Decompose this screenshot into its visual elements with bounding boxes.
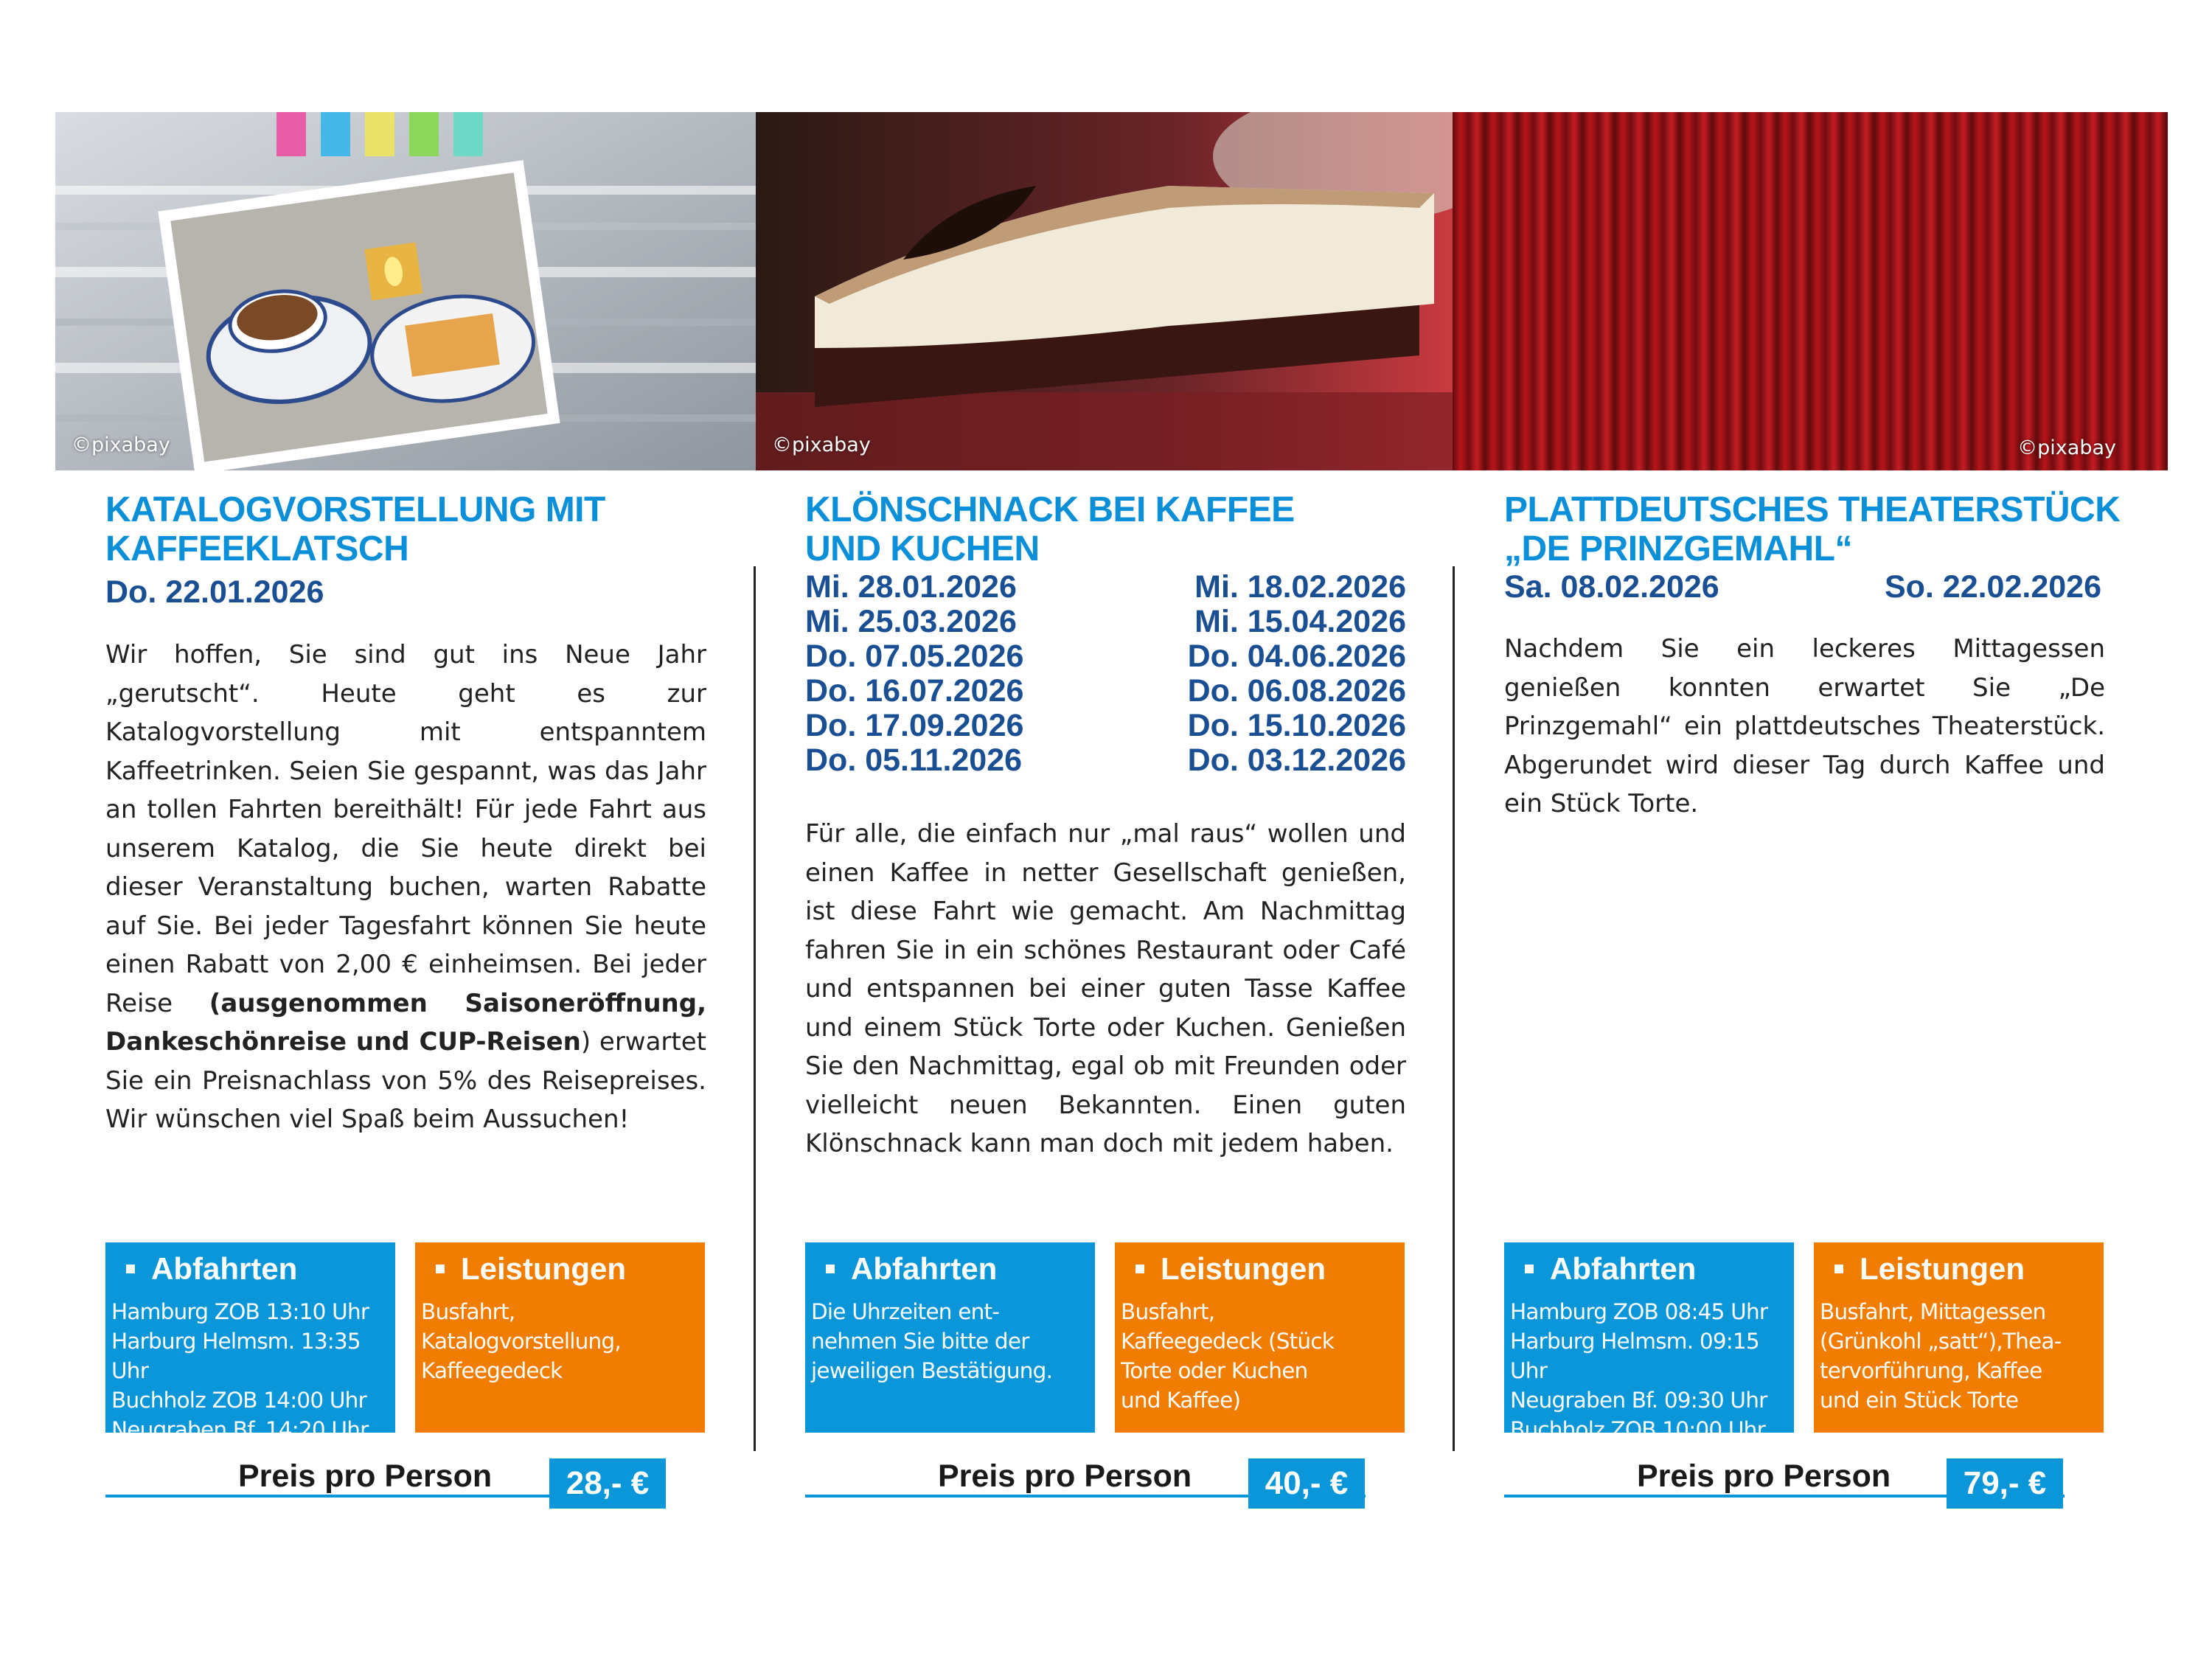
bullet-icon (126, 1265, 135, 1273)
photo-credit: ©pixabay (72, 434, 170, 456)
departure-line: Buchholz ZOB 14:00 Uhr (111, 1388, 366, 1413)
departures-heading (111, 1251, 389, 1287)
services-list (1820, 1297, 2098, 1415)
event-kloenschnack (805, 490, 1406, 1164)
service-line: Busfahrt, (421, 1299, 515, 1324)
departure-line: Harburg Helmsm. 13:35 Uhr (111, 1329, 361, 1383)
service-line: und Kaffee) (1121, 1388, 1241, 1413)
bullet-icon (436, 1265, 445, 1273)
event-date: Mi. 25.03.2026 (805, 604, 1017, 639)
event-description: Für alle, die einfach nur „mal raus“ wollen und einen Kaffee in netter Gesellschaft genießen, ist diese Fahrt wie gemacht. Am Nachmittag fahren Sie in ein schönes Restaurant oder Café und entspannen bei einer guten Tasse Kaffee und einem Stück Torte oder Kuchen. Genießen Sie den Nachmittag, egal ob mit Freunden oder vielleicht neuen Bekannten. Einen guten Klönschnack kann man doch mit jedem haben. (805, 819, 1406, 1158)
departures-list (1510, 1297, 1788, 1444)
event-title: KLÖNSCHNACK BEI KAFFEE UND KUCHEN (805, 490, 1295, 568)
price-label: Preis pro Person (238, 1458, 493, 1494)
event-date: Do. 04.06.2026 (1187, 639, 1406, 674)
services-heading (1820, 1251, 2098, 1287)
event-date: Sa. 08.02.2026 (1504, 569, 1719, 605)
departures-box (1504, 1242, 1794, 1442)
event-description: Nachdem Sie ein leckeres Mittagessen genießen konnten erwartet Sie „De Prinzgemahl“ ein plattdeutsches Theaterstück. Abgerundet wird dieser Tag durch Kaffee und ein Stück Torte. (1504, 634, 2105, 818)
description-text: ) erwartet Sie ein Preisnachlass von 5% des Reisepreises. Wir wünschen viel Spaß beim Aussuchen! (105, 1027, 706, 1134)
services-list (1121, 1297, 1399, 1415)
bullet-icon (1135, 1265, 1144, 1273)
services-box (1115, 1242, 1405, 1433)
photo-cake (756, 112, 1453, 470)
services-label: Leistungen (1161, 1251, 1326, 1286)
service-line: Busfahrt, Mittagessen (1820, 1299, 2046, 1324)
departures-box (105, 1242, 395, 1442)
event-date: Do. 22.01.2026 (105, 574, 324, 610)
departure-line: Neugraben Bf. 09:30 Uhr (1510, 1388, 1767, 1413)
event-date: Do. 06.08.2026 (1187, 673, 1406, 709)
services-list (421, 1297, 699, 1385)
photo-catalog-coffee (55, 112, 756, 470)
departures-box (805, 1242, 1095, 1433)
event-date: Do. 16.07.2026 (805, 673, 1024, 709)
services-heading (1121, 1251, 1399, 1287)
departures-heading (1510, 1251, 1788, 1287)
services-heading (421, 1251, 699, 1287)
departures-list (811, 1297, 1089, 1385)
photo-curtain (1453, 112, 2168, 470)
price-label: Preis pro Person (1637, 1458, 1891, 1494)
bullet-icon (826, 1265, 835, 1273)
event-date: Do. 03.12.2026 (1187, 742, 1406, 778)
price-tag: 28,- € (549, 1458, 666, 1509)
services-box (415, 1242, 705, 1433)
event-date: Do. 15.10.2026 (1187, 708, 1406, 743)
service-line: Busfahrt, (1121, 1299, 1215, 1324)
service-line: und ein Stück Torte (1820, 1388, 2019, 1413)
departures-heading (811, 1251, 1089, 1287)
event-date: Do. 05.11.2026 (805, 742, 1023, 778)
services-label: Leistungen (1860, 1251, 2025, 1286)
departure-line: nehmen Sie bitte der (811, 1329, 1029, 1354)
service-line: Kaffeegedeck (421, 1358, 563, 1383)
services-box (1814, 1242, 2104, 1433)
photo-credit: ©pixabay (772, 434, 871, 456)
event-title: KATALOGVORSTELLUNG MIT KAFFEEKLATSCH (105, 490, 605, 568)
event-date: Mi. 15.04.2026 (1194, 604, 1406, 639)
event-date: So. 22.02.2026 (1884, 569, 2101, 605)
departure-line: Neugraben Bf. 14:20 Uhr (111, 1417, 369, 1442)
departure-line: Harburg Helmsm. 09:15 Uhr (1510, 1329, 1759, 1383)
event-title: PLATTDEUTSCHES THEATERSTÜCK „DE PRINZGEMAHL“ (1504, 490, 2121, 568)
event-date: Do. 17.09.2026 (805, 708, 1024, 743)
event-date: Mi. 28.01.2026 (805, 569, 1017, 605)
departure-line: Hamburg ZOB 08:45 Uhr (1510, 1299, 1768, 1324)
service-line: Kaffeegedeck (Stück (1121, 1329, 1335, 1354)
event-date: Mi. 18.02.2026 (1194, 569, 1406, 605)
services-label: Leistungen (461, 1251, 627, 1286)
departure-line: Buchholz ZOB 10:00 Uhr (1510, 1417, 1765, 1442)
event-dates (1504, 570, 2105, 605)
departures-list (111, 1297, 389, 1444)
price-tag: 40,- € (1248, 1458, 1365, 1509)
catalog-coffee-image (55, 112, 756, 470)
event-dates (805, 570, 1406, 778)
event-katalogvorstellung (105, 490, 706, 1139)
curtain-image (1453, 112, 2168, 470)
price-label: Preis pro Person (938, 1458, 1192, 1494)
bullet-icon (1834, 1265, 1843, 1273)
departure-line: Die Uhrzeiten ent- (811, 1299, 1000, 1324)
service-line: (Grünkohl „satt“),Thea- (1820, 1329, 2062, 1354)
photo-credit: ©pixabay (2017, 437, 2116, 459)
column-divider (754, 566, 756, 1451)
price-tag: 79,- € (1947, 1458, 2063, 1509)
cake-image (756, 112, 1453, 470)
service-line: tervorführung, Kaffee (1820, 1358, 2042, 1383)
column-divider (1453, 566, 1455, 1451)
description-text: Wir hoffen, Sie sind gut ins Neue Jahr „gerutscht“. Heute geht es zur Katalogvorstellung mit entspanntem Kaffeetrinken. Seien Sie gespannt, was das Jahr an tollen Fahrten bereithält! Für jede Fahrt aus unserem Katalog, die Sie heute direkt bei dieser Veranstaltung buchen, warten Rabatte auf Sie. Bei jeder Tagesfahrt können Sie heute einen Rabatt von 2,00 € einheimsen. Bei jeder Reise (105, 640, 706, 1018)
bullet-icon (1525, 1265, 1534, 1273)
service-line: Torte oder Kuchen (1121, 1358, 1308, 1383)
departures-label: Abfahrten (1550, 1251, 1697, 1286)
departures-label: Abfahrten (851, 1251, 998, 1286)
event-date: Do. 07.05.2026 (805, 639, 1024, 674)
service-line: Katalogvorstellung, (421, 1329, 621, 1354)
description-bold-text: (ausgenommen Saisoneröffnung, Dankeschönreise und CUP-Reisen (105, 988, 707, 1057)
event-theater (1504, 490, 2121, 824)
event-description (105, 636, 706, 1139)
departure-line: jeweiligen Bestätigung. (811, 1358, 1053, 1383)
departure-line: Hamburg ZOB 13:10 Uhr (111, 1299, 369, 1324)
departures-label: Abfahrten (151, 1251, 298, 1286)
